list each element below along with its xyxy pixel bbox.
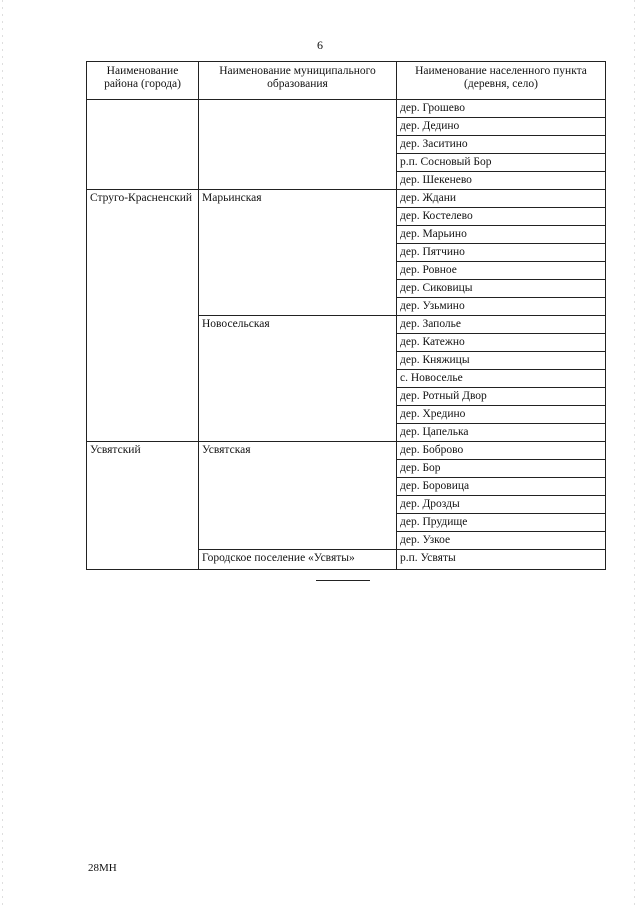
municipality-cell: Новосельская [199, 316, 397, 442]
settlement-cell: дер. Княжицы [397, 352, 606, 370]
table-row [87, 442, 606, 460]
settlement-cell: дер. Заситино [397, 136, 606, 154]
table-header-row [87, 62, 606, 100]
header-settlement: Наименование населенного пункта (деревня, село) [397, 62, 606, 100]
scan-edge-right [634, 0, 635, 905]
footer-code: 28МН [88, 862, 117, 874]
settlement-cell: дер. Ровное [397, 262, 606, 280]
settlement-cell: дер. Катежно [397, 334, 606, 352]
settlement-cell: дер. Узьмино [397, 298, 606, 316]
page-number: 6 [317, 38, 323, 52]
scan-edge-left [2, 0, 3, 905]
district-cell: Усвятский [87, 442, 199, 570]
settlement-cell: дер. Сиковицы [397, 280, 606, 298]
header-municipality: Наименование муниципального образования [199, 62, 397, 100]
settlement-cell: дер. Ротный Двор [397, 388, 606, 406]
settlement-cell: р.п. Сосновый Бор [397, 154, 606, 172]
settlement-cell: дер. Ждани [397, 190, 606, 208]
table-row [87, 190, 606, 208]
settlement-cell: дер. Хредино [397, 406, 606, 424]
municipality-cell: Усвятская [199, 442, 397, 550]
settlement-cell: дер. Узкое [397, 532, 606, 550]
end-divider-line [316, 580, 370, 581]
settlement-cell: дер. Костелево [397, 208, 606, 226]
settlement-cell: дер. Бор [397, 460, 606, 478]
settlement-cell: дер. Боброво [397, 442, 606, 460]
settlement-cell: дер. Боровица [397, 478, 606, 496]
settlement-cell: дер. Прудище [397, 514, 606, 532]
settlement-cell: дер. Марьино [397, 226, 606, 244]
district-cell: Струго-Красненский [87, 190, 199, 442]
settlement-cell: дер. Грошево [397, 100, 606, 118]
municipality-cell [199, 100, 397, 190]
settlement-cell: дер. Дедино [397, 118, 606, 136]
table-row [87, 100, 606, 118]
municipality-cell: Марьинская [199, 190, 397, 316]
settlement-cell: дер. Заполье [397, 316, 606, 334]
settlement-cell: дер. Цапелька [397, 424, 606, 442]
settlement-cell: дер. Дрозды [397, 496, 606, 514]
district-cell [87, 100, 199, 190]
settlement-cell: с. Новоселье [397, 370, 606, 388]
settlement-cell: дер. Пятчино [397, 244, 606, 262]
settlement-cell: дер. Шекенево [397, 172, 606, 190]
municipality-cell: Городское поселение «Усвяты» [199, 550, 397, 570]
header-district: Наименование района (города) [87, 62, 199, 100]
settlements-table [86, 61, 606, 570]
settlement-cell: р.п. Усвяты [397, 550, 606, 570]
